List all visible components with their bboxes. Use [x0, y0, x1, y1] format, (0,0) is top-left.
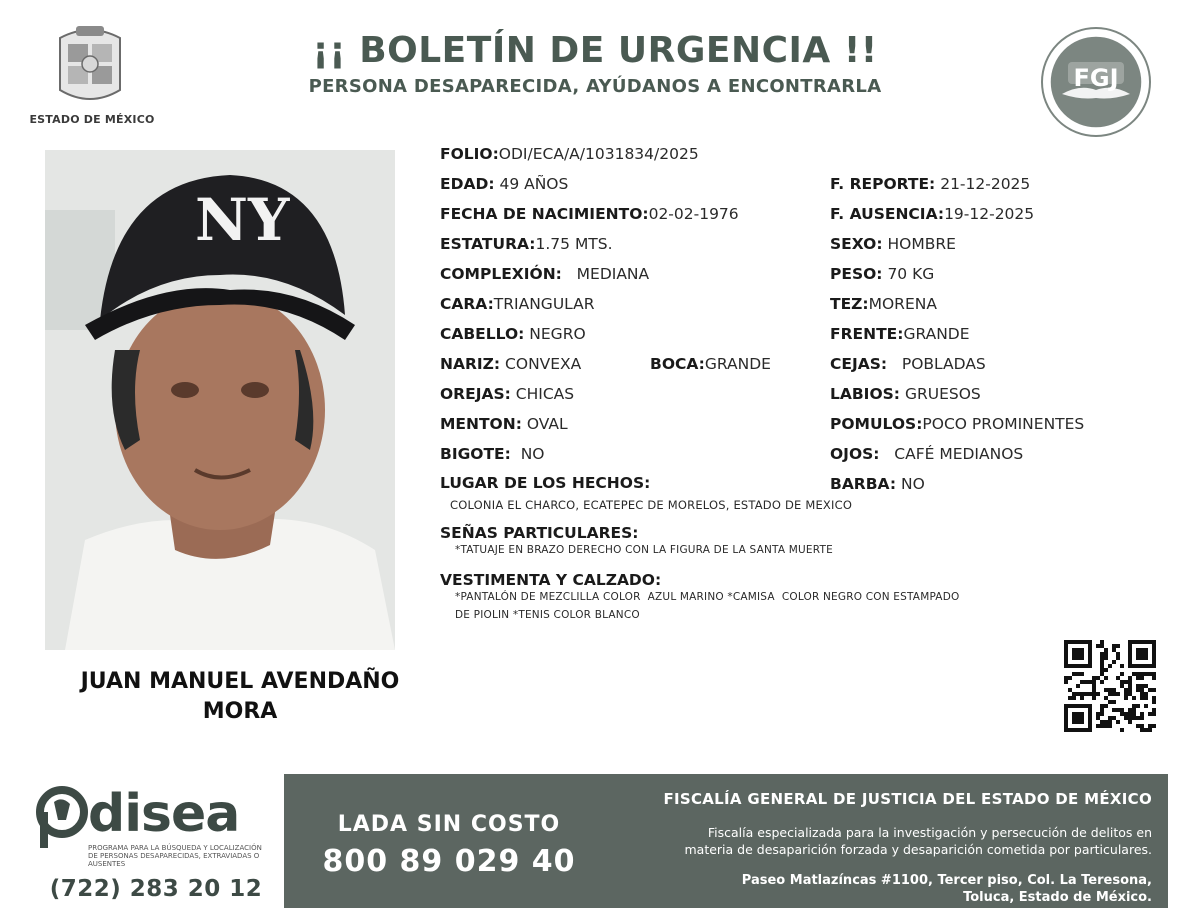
svg-text:NY: NY — [195, 186, 290, 254]
odisea-caption: PROGRAMA PARA LA BÚSQUEDA Y LOCALIZACIÓN DE PERSONAS DESAPARECIDAS, EXTRAVIADAS O AUSENTES — [88, 844, 262, 868]
field-peso: PESO: 70 KG — [830, 265, 935, 283]
field-cejas: CEJAS: POBLADAS — [830, 355, 986, 373]
field-cara: CARA:TRIANGULAR — [440, 295, 595, 313]
field-f-reporte: F. REPORTE: 21-12-2025 — [830, 175, 1031, 193]
lada-label: LADA SIN COSTO — [337, 812, 561, 837]
lugar-text: COLONIA EL CHARCO, ECATEPEC DE MORELOS, ESTADO DE MEXICO — [450, 498, 853, 512]
field-barba: BARBA: NO — [830, 475, 925, 493]
bulletin-subtitle: PERSONA DESAPARECIDA, AYÚDANOS A ENCONTRARLA — [308, 76, 882, 97]
fgj-logo-icon — [1040, 26, 1152, 138]
field-ojos: OJOS: CAFÉ MEDIANOS — [830, 445, 1024, 463]
fiscalia-address: Paseo Matlazíncas #1100, Tercer piso, Col. La Teresona, Toluca, Estado de México. — [741, 873, 1152, 905]
fiscalia-description: Fiscalía especializada para la investigación y persecución de delitos en materia de desaparición forzada y desaparición cometida por particulares. — [684, 825, 1152, 857]
field-labios: LABIOS: GRUESOS — [830, 385, 981, 403]
odisea-phone[interactable]: (722) 283 20 12 — [49, 876, 263, 902]
field-complexion: COMPLEXIÓN: MEDIANA — [440, 265, 650, 283]
estado-de-mexico-seal-icon — [50, 20, 130, 110]
odisea-logo — [36, 786, 276, 876]
senas-text: *TATUAJE EN BRAZO DERECHO CON LA FIGURA DE LA SANTA MUERTE — [455, 544, 833, 556]
seal-caption: ESTADO DE MÉXICO — [29, 113, 155, 126]
fgj-logo-text: FGJ — [1073, 64, 1119, 92]
field-estatura: ESTATURA:1.75 MTS. — [440, 235, 613, 253]
vestimenta-line2: DE PIOLIN *TENIS COLOR BLANCO — [455, 609, 640, 621]
person-name — [40, 667, 440, 727]
person-name-line1: JUAN MANUEL AVENDAÑO — [80, 669, 400, 694]
field-boca: BOCA:GRANDE — [650, 355, 771, 373]
vestimenta-line1: *PANTALÓN DE MEZCLILLA COLOR AZUL MARINO *CAMISA COLOR NEGRO CON ESTAMPADO — [455, 591, 960, 603]
field-f-ausencia: F. AUSENCIA:19-12-2025 — [830, 205, 1035, 223]
field-bigote: BIGOTE: NO — [440, 445, 545, 463]
odisea-word: disea — [88, 784, 240, 844]
field-menton: MENTON: OVAL — [440, 415, 568, 433]
bulletin-title: ¡¡ BOLETÍN DE URGENCIA !! — [312, 30, 878, 71]
vestimenta-label: VESTIMENTA Y CALZADO: — [440, 571, 662, 589]
field-frente: FRENTE:GRANDE — [830, 325, 970, 343]
field-fecha-nacimiento: FECHA DE NACIMIENTO:02-02-1976 — [440, 205, 739, 223]
field-edad: EDAD: 49 AÑOS — [440, 175, 569, 193]
lada-number[interactable]: 800 89 029 40 — [322, 844, 576, 879]
senas-label: SEÑAS PARTICULARES: — [440, 524, 639, 542]
lugar-label: LUGAR DE LOS HECHOS: — [440, 474, 651, 492]
qr-code-icon[interactable] — [1064, 640, 1156, 732]
field-sexo: SEXO: HOMBRE — [830, 235, 956, 253]
field-cabello: CABELLO: NEGRO — [440, 325, 586, 343]
field-tez: TEZ:MORENA — [830, 295, 937, 313]
fiscalia-title: FISCALÍA GENERAL DE JUSTICIA DEL ESTADO DE MÉXICO — [663, 790, 1152, 808]
field-orejas: OREJAS: CHICAS — [440, 385, 575, 403]
field-pomulos: POMULOS:POCO PROMINENTES — [830, 415, 1085, 433]
odisea-pin-icon — [36, 786, 90, 850]
field-folio: FOLIO:ODI/ECA/A/1031834/2025 — [440, 145, 699, 163]
person-name-line2: MORA — [202, 699, 278, 724]
missing-person-photo — [45, 150, 395, 650]
field-nariz: NARIZ: CONVEXA — [440, 355, 582, 373]
